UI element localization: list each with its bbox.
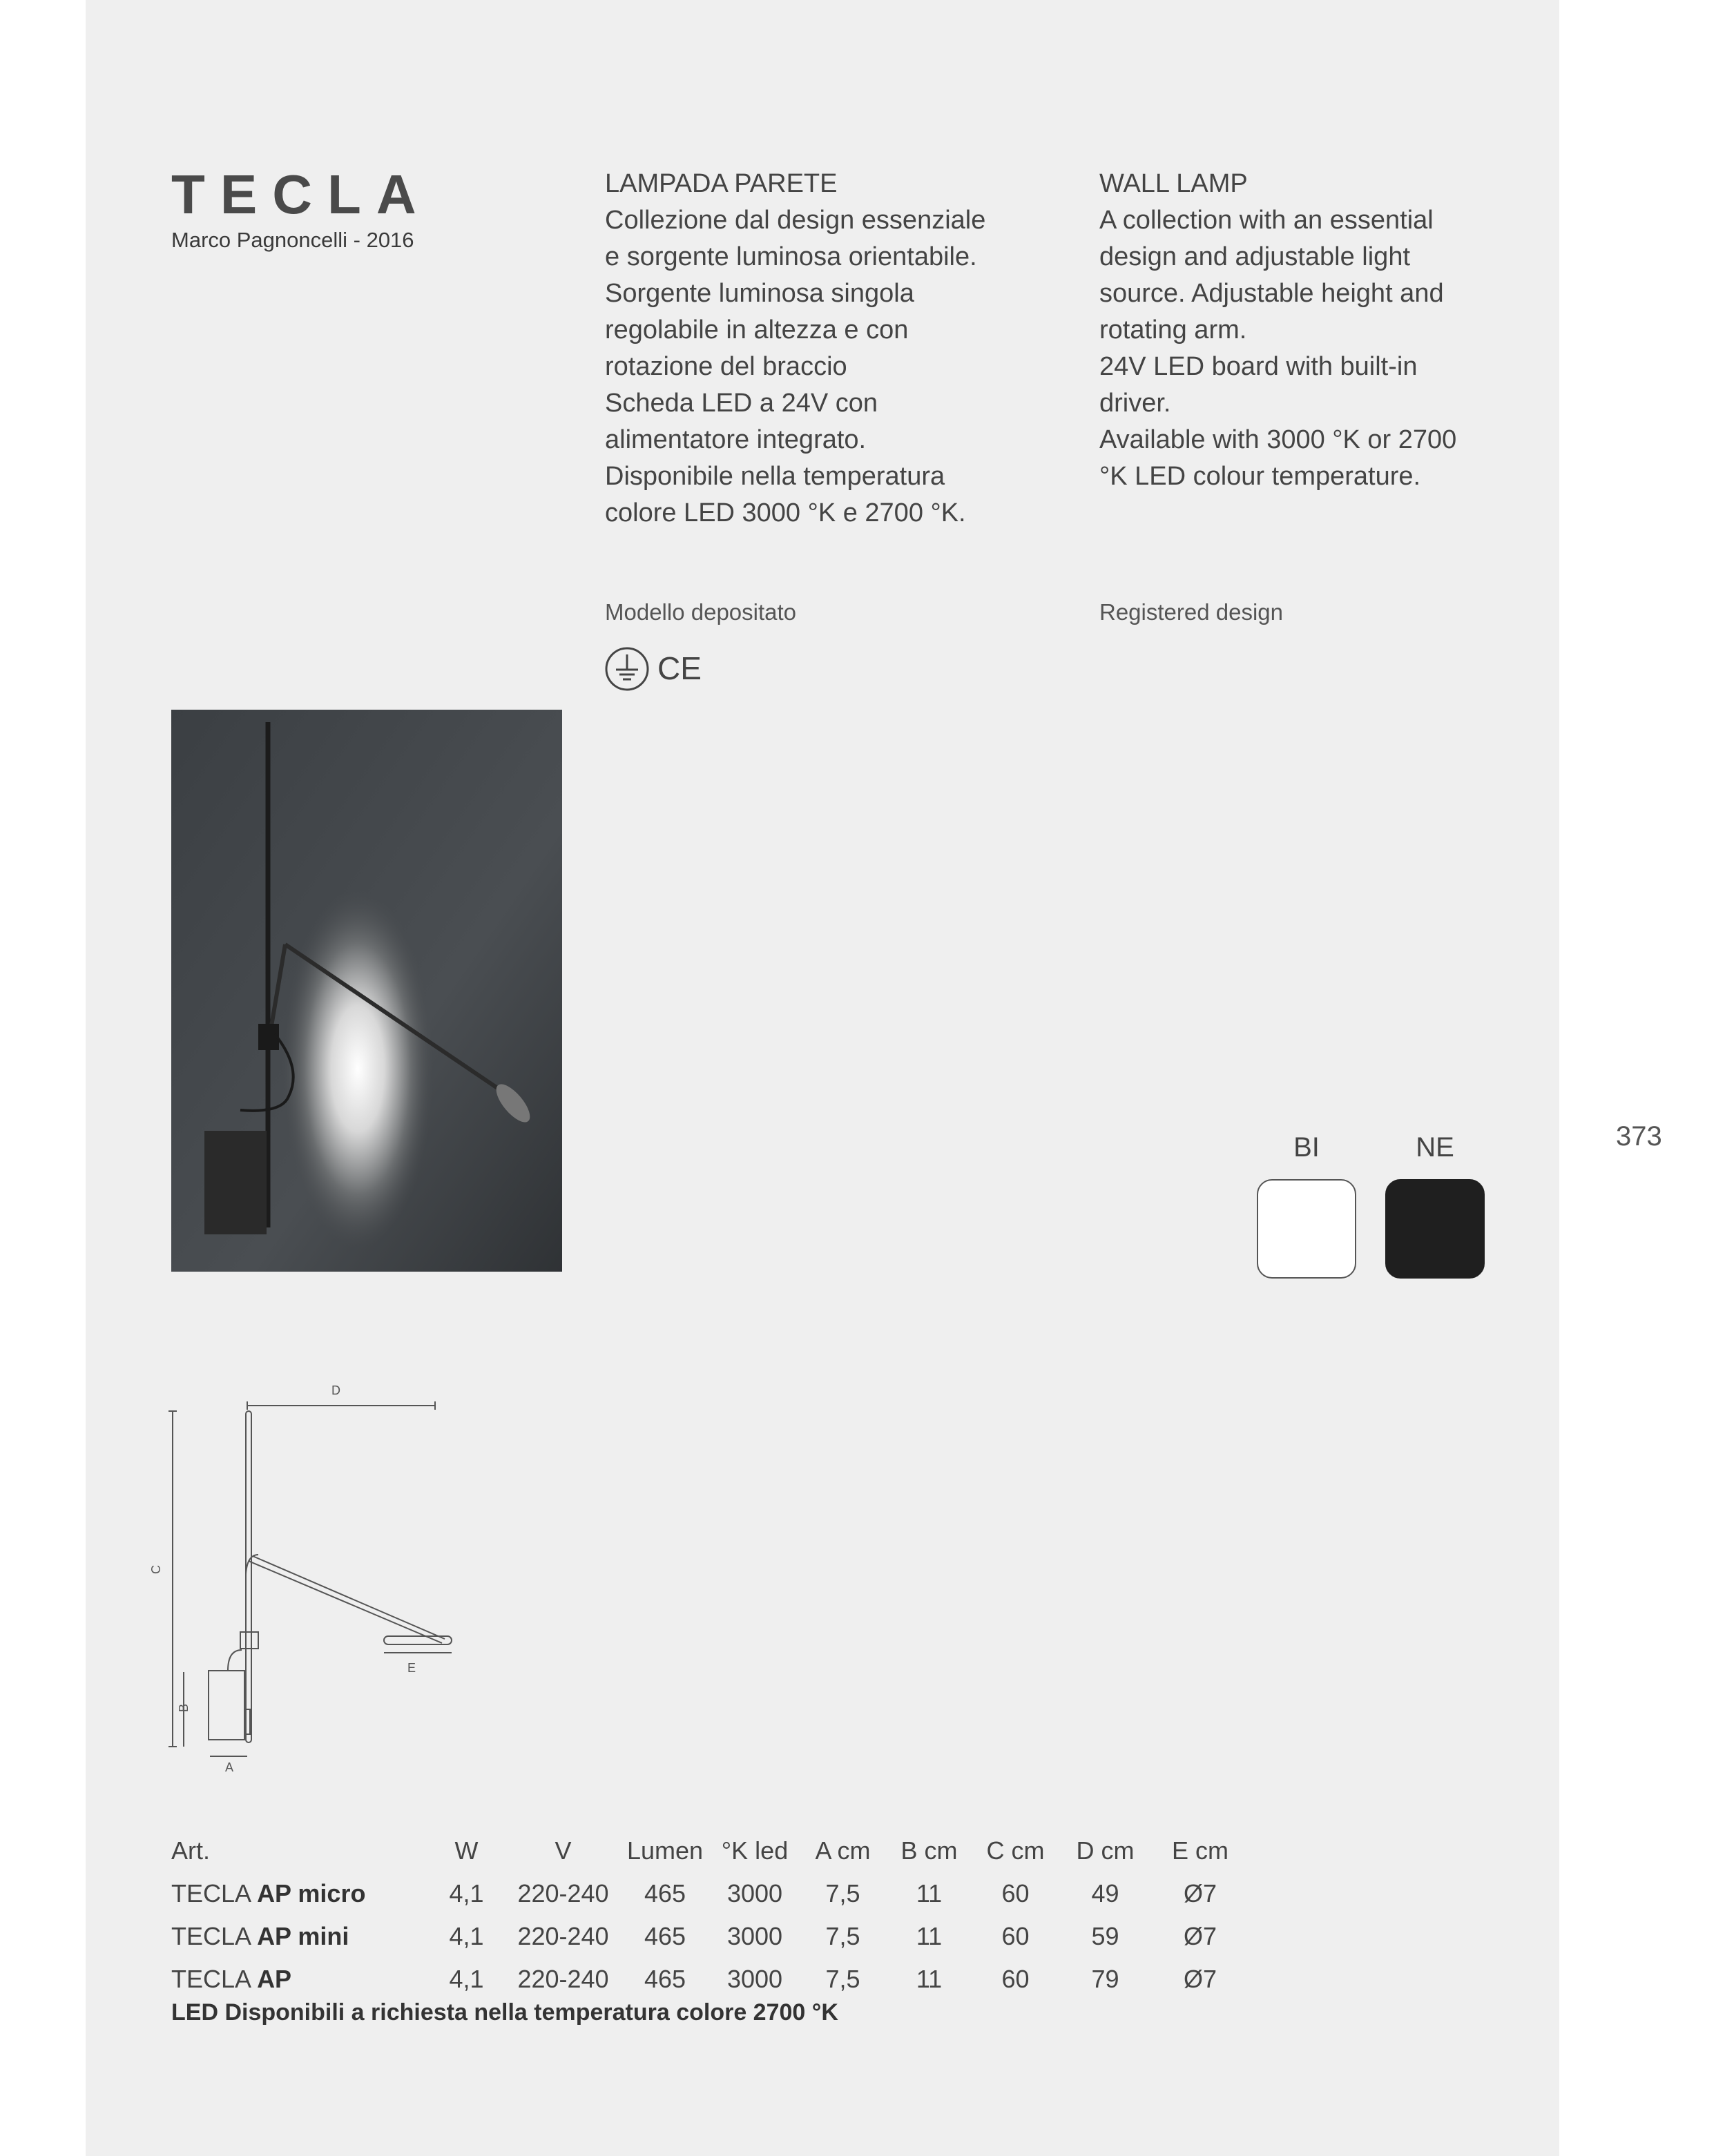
- spec-header-row: [171, 1829, 1249, 1872]
- italian-line: e sorgente luminosa orientabile.: [605, 242, 977, 271]
- dimension-label-a: A: [225, 1760, 234, 1774]
- english-line: A collection with an essential: [1099, 206, 1434, 235]
- registered-design-en: Registered design: [1099, 599, 1283, 625]
- italian-line: regolabile in altezza e con: [605, 315, 909, 344]
- technical-drawing: [145, 1374, 456, 1774]
- cell-e: Ø7: [1183, 1922, 1217, 1950]
- finish-label-ne: NE: [1416, 1132, 1454, 1163]
- english-heading: WALL LAMP: [1099, 169, 1248, 198]
- ce-mark-icon: CE: [657, 650, 702, 686]
- italian-line: colore LED 3000 °K e 2700 °K.: [605, 498, 966, 527]
- english-line: °K LED colour temperature.: [1099, 462, 1421, 491]
- header-art: Art.: [171, 1836, 211, 1865]
- finish-swatch-black[interactable]: [1385, 1179, 1485, 1279]
- header-b: B cm: [900, 1836, 958, 1865]
- header-d: D cm: [1076, 1836, 1135, 1865]
- cell-v: 220-240: [517, 1879, 609, 1907]
- table-row: [171, 1958, 1249, 2001]
- english-line: Available with 3000 °K or 2700: [1099, 425, 1457, 454]
- english-line: source. Adjustable height and: [1099, 279, 1444, 308]
- english-line: design and adjustable light: [1099, 242, 1411, 271]
- page-number: 373: [1616, 1121, 1662, 1152]
- header-w: W: [454, 1836, 479, 1865]
- dimension-label-d: D: [331, 1383, 340, 1397]
- cell-kelvin: 3000: [726, 1879, 783, 1907]
- registered-design-it: Modello depositato: [605, 599, 797, 625]
- english-line: 24V LED board with built-in: [1099, 352, 1418, 381]
- cell-a: 7,5: [825, 1879, 860, 1907]
- cell-kelvin: 3000: [726, 1965, 783, 1993]
- cell-v: 220-240: [517, 1922, 609, 1950]
- cell-c: 60: [1001, 1922, 1030, 1950]
- cell-w: 4,1: [449, 1879, 484, 1907]
- italian-line: Scheda LED a 24V con: [605, 389, 878, 418]
- dimension-label-e: E: [407, 1661, 416, 1675]
- cell-v: 220-240: [517, 1965, 609, 1993]
- cell-d: 79: [1091, 1965, 1119, 1993]
- cell-kelvin: 3000: [726, 1922, 783, 1950]
- cell-b: 11: [916, 1922, 943, 1950]
- cell-b: 11: [916, 1879, 943, 1907]
- header-e: E cm: [1171, 1836, 1228, 1865]
- spec-table: [171, 1829, 1249, 2001]
- cell-c: 60: [1001, 1879, 1030, 1907]
- cell-a: 7,5: [825, 1922, 860, 1950]
- article-name: TECLA AP mini: [171, 1922, 349, 1950]
- cell-c: 60: [1001, 1965, 1030, 1993]
- cell-d: 59: [1091, 1922, 1119, 1950]
- cell-w: 4,1: [449, 1965, 484, 1993]
- italian-line: alimentatore integrato.: [605, 425, 867, 454]
- dimension-label-c: C: [149, 1565, 163, 1574]
- header-v: V: [555, 1836, 572, 1865]
- cell-w: 4,1: [449, 1922, 484, 1950]
- header-kelvin: °K led: [721, 1836, 789, 1865]
- article-name: TECLA AP: [171, 1965, 292, 1993]
- italian-description: [605, 166, 1047, 532]
- english-description: [1099, 166, 1541, 495]
- cell-b: 11: [916, 1965, 943, 1993]
- availability-note: LED Disponibili a richiesta nella temperatura colore 2700 °K: [171, 1999, 838, 2026]
- product-title: TECLA: [171, 164, 432, 225]
- cell-a: 7,5: [825, 1965, 860, 1993]
- cell-lumen: 465: [644, 1965, 686, 1993]
- designer-credit: Marco Pagnoncelli - 2016: [171, 228, 414, 252]
- finish-label-bi: BI: [1293, 1132, 1320, 1163]
- earth-ground-icon: [604, 645, 707, 693]
- english-line: rotating arm.: [1099, 315, 1247, 344]
- cell-d: 49: [1091, 1879, 1119, 1907]
- cell-lumen: 465: [644, 1922, 686, 1950]
- header-lumen: Lumen: [626, 1836, 704, 1865]
- italian-line: Collezione dal design essenziale: [605, 206, 986, 235]
- cell-lumen: 465: [644, 1879, 686, 1907]
- article-name: TECLA AP micro: [171, 1879, 366, 1907]
- product-photo: [171, 710, 562, 1272]
- finish-swatch-white[interactable]: [1257, 1179, 1356, 1279]
- cell-e: Ø7: [1183, 1965, 1217, 1993]
- english-line: driver.: [1099, 389, 1171, 418]
- italian-line: rotazione del braccio: [605, 352, 847, 381]
- cell-e: Ø7: [1183, 1879, 1217, 1907]
- table-row: [171, 1872, 1249, 1915]
- header-c: C cm: [986, 1836, 1045, 1865]
- dimension-label-b: B: [177, 1703, 191, 1712]
- italian-heading: LAMPADA PARETE: [605, 169, 838, 198]
- italian-line: Sorgente luminosa singola: [605, 279, 914, 308]
- header-a: A cm: [815, 1836, 871, 1865]
- table-row: [171, 1915, 1249, 1958]
- certification-marks: [604, 645, 707, 697]
- italian-line: Disponibile nella temperatura: [605, 462, 945, 491]
